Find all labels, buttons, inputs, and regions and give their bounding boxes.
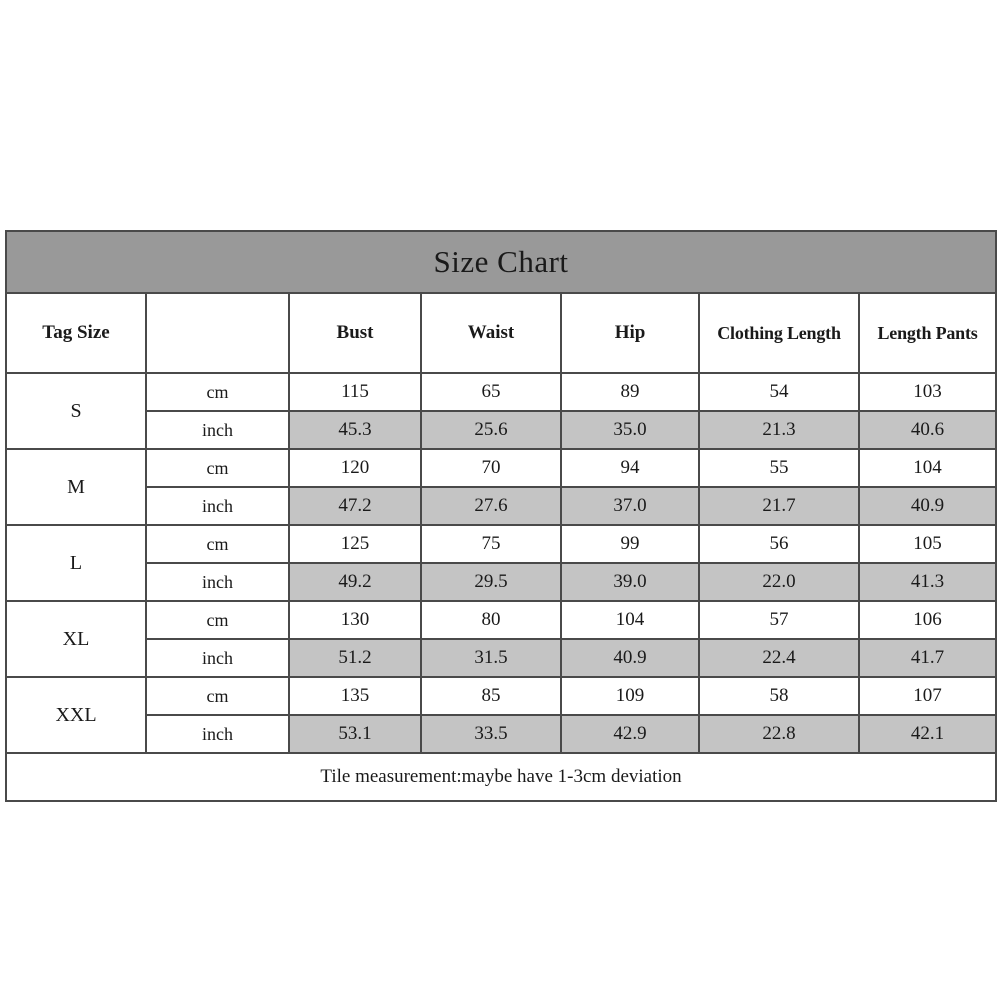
cell-length-pants-inch: 41.3 [859, 563, 996, 601]
cell-waist-cm: 65 [421, 373, 561, 411]
cell-bust-cm: 115 [289, 373, 421, 411]
table-row [6, 487, 996, 525]
cell-bust-inch: 51.2 [289, 639, 421, 677]
unit-label-cm: cm [146, 449, 289, 487]
unit-label-inch: inch [146, 411, 289, 449]
size-label-s: S [6, 373, 146, 449]
size-label-xl: XL [6, 601, 146, 677]
cell-bust-cm: 125 [289, 525, 421, 563]
size-label-l: L [6, 525, 146, 601]
cell-length-pants-inch: 40.9 [859, 487, 996, 525]
size-chart-container [5, 230, 995, 802]
cell-waist-inch: 29.5 [421, 563, 561, 601]
column-header-unit [146, 293, 289, 373]
cell-waist-inch: 25.6 [421, 411, 561, 449]
cell-waist-inch: 33.5 [421, 715, 561, 753]
table-row [6, 411, 996, 449]
table-row [6, 373, 996, 411]
chart-title: Size Chart [6, 231, 996, 293]
size-chart-table [5, 230, 997, 802]
table-row [6, 563, 996, 601]
cell-length-pants-inch: 41.7 [859, 639, 996, 677]
cell-clothing-length-inch: 22.4 [699, 639, 859, 677]
cell-waist-inch: 31.5 [421, 639, 561, 677]
cell-length-pants-cm: 105 [859, 525, 996, 563]
table-row [6, 525, 996, 563]
cell-length-pants-inch: 40.6 [859, 411, 996, 449]
cell-length-pants-cm: 107 [859, 677, 996, 715]
cell-length-pants-inch: 42.1 [859, 715, 996, 753]
unit-label-inch: inch [146, 563, 289, 601]
table-row [6, 639, 996, 677]
cell-waist-cm: 85 [421, 677, 561, 715]
unit-label-cm: cm [146, 525, 289, 563]
cell-clothing-length-cm: 57 [699, 601, 859, 639]
cell-waist-inch: 27.6 [421, 487, 561, 525]
column-header-tag-size: Tag Size [6, 293, 146, 373]
cell-clothing-length-inch: 21.3 [699, 411, 859, 449]
size-label-xxl: XXL [6, 677, 146, 753]
column-header-hip: Hip [561, 293, 699, 373]
column-header-length-pants: Length Pants [859, 293, 996, 373]
cell-clothing-length-cm: 58 [699, 677, 859, 715]
size-label-m: M [6, 449, 146, 525]
cell-bust-inch: 47.2 [289, 487, 421, 525]
cell-bust-inch: 45.3 [289, 411, 421, 449]
cell-clothing-length-inch: 21.7 [699, 487, 859, 525]
cell-bust-inch: 53.1 [289, 715, 421, 753]
cell-hip-inch: 39.0 [561, 563, 699, 601]
cell-hip-inch: 37.0 [561, 487, 699, 525]
unit-label-cm: cm [146, 601, 289, 639]
cell-clothing-length-cm: 55 [699, 449, 859, 487]
cell-length-pants-cm: 106 [859, 601, 996, 639]
cell-clothing-length-inch: 22.0 [699, 563, 859, 601]
cell-hip-cm: 104 [561, 601, 699, 639]
cell-hip-inch: 42.9 [561, 715, 699, 753]
cell-bust-cm: 135 [289, 677, 421, 715]
cell-hip-cm: 89 [561, 373, 699, 411]
cell-bust-cm: 120 [289, 449, 421, 487]
unit-label-inch: inch [146, 639, 289, 677]
cell-hip-cm: 94 [561, 449, 699, 487]
footer-note-row [6, 753, 996, 801]
cell-waist-cm: 80 [421, 601, 561, 639]
table-row [6, 677, 996, 715]
table-row [6, 601, 996, 639]
cell-length-pants-cm: 103 [859, 373, 996, 411]
cell-bust-cm: 130 [289, 601, 421, 639]
cell-hip-cm: 99 [561, 525, 699, 563]
cell-bust-inch: 49.2 [289, 563, 421, 601]
unit-label-cm: cm [146, 373, 289, 411]
cell-clothing-length-inch: 22.8 [699, 715, 859, 753]
column-header-clothing-length: Clothing Length [699, 293, 859, 373]
unit-label-inch: inch [146, 715, 289, 753]
cell-clothing-length-cm: 54 [699, 373, 859, 411]
cell-length-pants-cm: 104 [859, 449, 996, 487]
cell-hip-cm: 109 [561, 677, 699, 715]
cell-hip-inch: 40.9 [561, 639, 699, 677]
unit-label-inch: inch [146, 487, 289, 525]
table-row [6, 715, 996, 753]
table-row [6, 449, 996, 487]
cell-clothing-length-cm: 56 [699, 525, 859, 563]
column-header-waist: Waist [421, 293, 561, 373]
column-header-row [6, 293, 996, 373]
title-row [6, 231, 996, 293]
unit-label-cm: cm [146, 677, 289, 715]
cell-waist-cm: 75 [421, 525, 561, 563]
measurement-note: Tile measurement:maybe have 1-3cm deviation [6, 753, 996, 801]
column-header-bust: Bust [289, 293, 421, 373]
cell-hip-inch: 35.0 [561, 411, 699, 449]
cell-waist-cm: 70 [421, 449, 561, 487]
